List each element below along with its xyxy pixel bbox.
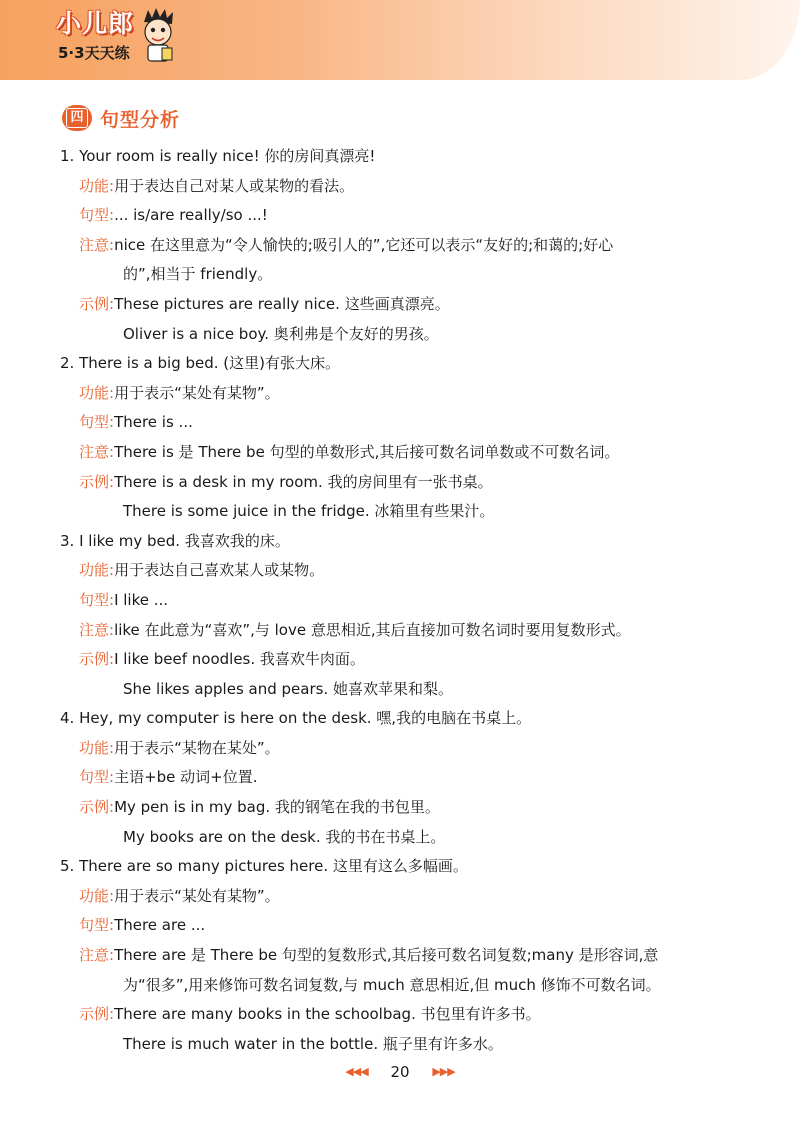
example-label: 示例: xyxy=(79,798,115,817)
note-text-continued: 为“很多”,用来修饰可数名词复数,与 much 意思相近,但 much 修饰不可数名词。 xyxy=(123,975,661,994)
example-row xyxy=(56,290,756,320)
example-row xyxy=(56,468,756,498)
left-arrows-icon: ◀◀◀ xyxy=(345,1065,368,1078)
example-text-2: She likes apples and pears. 她喜欢苹果和梨。 xyxy=(123,679,453,698)
page-number: 20 xyxy=(390,1062,410,1081)
example-text: I like beef noodles. 我喜欢牛肉面。 xyxy=(114,650,365,669)
function-label: 功能: xyxy=(79,176,115,195)
pattern-label: 句型: xyxy=(79,916,115,935)
function-label: 功能: xyxy=(79,383,115,402)
note-text: There are 是 There be 句型的复数形式,其后接可数名词复数;many 是形容词,意 xyxy=(114,946,659,965)
function-text: 用于表达自己对某人或某物的看法。 xyxy=(114,176,355,195)
function-row xyxy=(56,172,756,202)
function-text: 用于表示“某处有某物”。 xyxy=(114,886,280,905)
note-text-continued: 的”,相当于 friendly。 xyxy=(123,265,273,284)
page-footer xyxy=(0,1062,800,1090)
section-number-badge xyxy=(62,105,92,131)
question: 5. There are so many pictures here. 这里有这么多幅画。 xyxy=(60,857,468,876)
pattern-label: 句型: xyxy=(79,590,115,609)
note-label: 注意: xyxy=(79,620,115,639)
example-label: 示例: xyxy=(79,472,115,491)
note-row xyxy=(56,438,756,468)
function-row xyxy=(56,882,756,912)
note-row xyxy=(56,941,756,971)
note-text: nice 在这里意为“令人愉快的;吸引人的”,它还可以表示“友好的;和蔼的;好心 xyxy=(114,235,614,254)
question: 2. There is a big bed. (这里)有张大床。 xyxy=(60,354,341,373)
pattern-text: I like ... xyxy=(114,590,169,609)
pattern-text: There is ... xyxy=(114,413,193,432)
pattern-label: 句型: xyxy=(79,413,115,432)
sentence-analysis-list xyxy=(56,142,756,1059)
pattern-label: 句型: xyxy=(79,768,115,787)
page-header xyxy=(0,0,800,80)
list-item xyxy=(56,704,756,852)
note-row xyxy=(56,616,756,646)
pattern-text: ... is/are really/so ...! xyxy=(114,206,268,225)
list-item xyxy=(56,349,756,527)
right-arrows-icon: ▶▶▶ xyxy=(432,1065,455,1078)
example-row xyxy=(56,793,756,823)
example-row xyxy=(56,1000,756,1030)
example-label: 示例: xyxy=(79,650,115,669)
list-item xyxy=(56,527,756,705)
function-label: 功能: xyxy=(79,886,115,905)
function-text: 用于表达自己喜欢某人或某物。 xyxy=(114,561,325,580)
question: 1. Your room is really nice! 你的房间真漂亮! xyxy=(60,147,376,165)
function-label: 功能: xyxy=(79,561,115,580)
example-label: 示例: xyxy=(79,294,115,313)
pattern-row xyxy=(56,408,756,438)
pattern-text: There are ... xyxy=(114,916,206,935)
example-row xyxy=(56,645,756,675)
mascot-icon xyxy=(138,8,178,64)
series-label: 5·3天天练 xyxy=(58,44,130,62)
pattern-label: 句型: xyxy=(79,206,115,225)
brand-logo: 小儿郎 xyxy=(56,9,135,38)
example-text-2: My books are on the desk. 我的书在书桌上。 xyxy=(123,827,446,846)
pattern-row xyxy=(56,911,756,941)
function-text: 用于表示“某处有某物”。 xyxy=(114,383,280,402)
example-text: There is a desk in my room. 我的房间里有一张书桌。 xyxy=(114,472,493,491)
list-item xyxy=(56,852,756,1059)
note-text: like 在此意为“喜欢”,与 love 意思相近,其后直接加可数名词时要用复数形式。 xyxy=(114,620,631,639)
example-text: My pen is in my bag. 我的钢笔在我的书包里。 xyxy=(114,798,440,817)
note-label: 注意: xyxy=(79,946,115,965)
function-text: 用于表示“某物在某处”。 xyxy=(114,738,280,757)
pattern-text: 主语+be 动词+位置. xyxy=(114,768,258,787)
example-text: There are many books in the schoolbag. 书包里有许多书。 xyxy=(114,1005,541,1024)
list-item xyxy=(56,142,756,349)
example-text-2: There is much water in the bottle. 瓶子里有许多水。 xyxy=(123,1034,503,1053)
section-title: 句型分析 xyxy=(100,109,181,131)
note-row xyxy=(56,231,756,261)
note-label: 注意: xyxy=(79,235,115,254)
example-text-2: Oliver is a nice boy. 奥利弗是个友好的男孩。 xyxy=(123,324,439,343)
pattern-row xyxy=(56,586,756,616)
example-text-2: There is some juice in the fridge. 冰箱里有些果汁。 xyxy=(123,502,495,521)
function-row xyxy=(56,379,756,409)
section-number: 四 xyxy=(66,108,88,128)
function-row xyxy=(56,556,756,586)
note-text: There is 是 There be 句型的单数形式,其后接可数名词单数或不可数名词。 xyxy=(114,442,620,461)
function-label: 功能: xyxy=(79,738,115,757)
question: 4. Hey, my computer is here on the desk. 嘿,我的电脑在书桌上。 xyxy=(60,709,532,728)
pattern-row xyxy=(56,201,756,231)
pattern-row xyxy=(56,763,756,793)
question: 3. I like my bed. 我喜欢我的床。 xyxy=(60,531,290,550)
example-label: 示例: xyxy=(79,1005,115,1024)
example-text: These pictures are really nice. 这些画真漂亮。 xyxy=(114,294,450,313)
function-row xyxy=(56,734,756,764)
note-label: 注意: xyxy=(79,442,115,461)
